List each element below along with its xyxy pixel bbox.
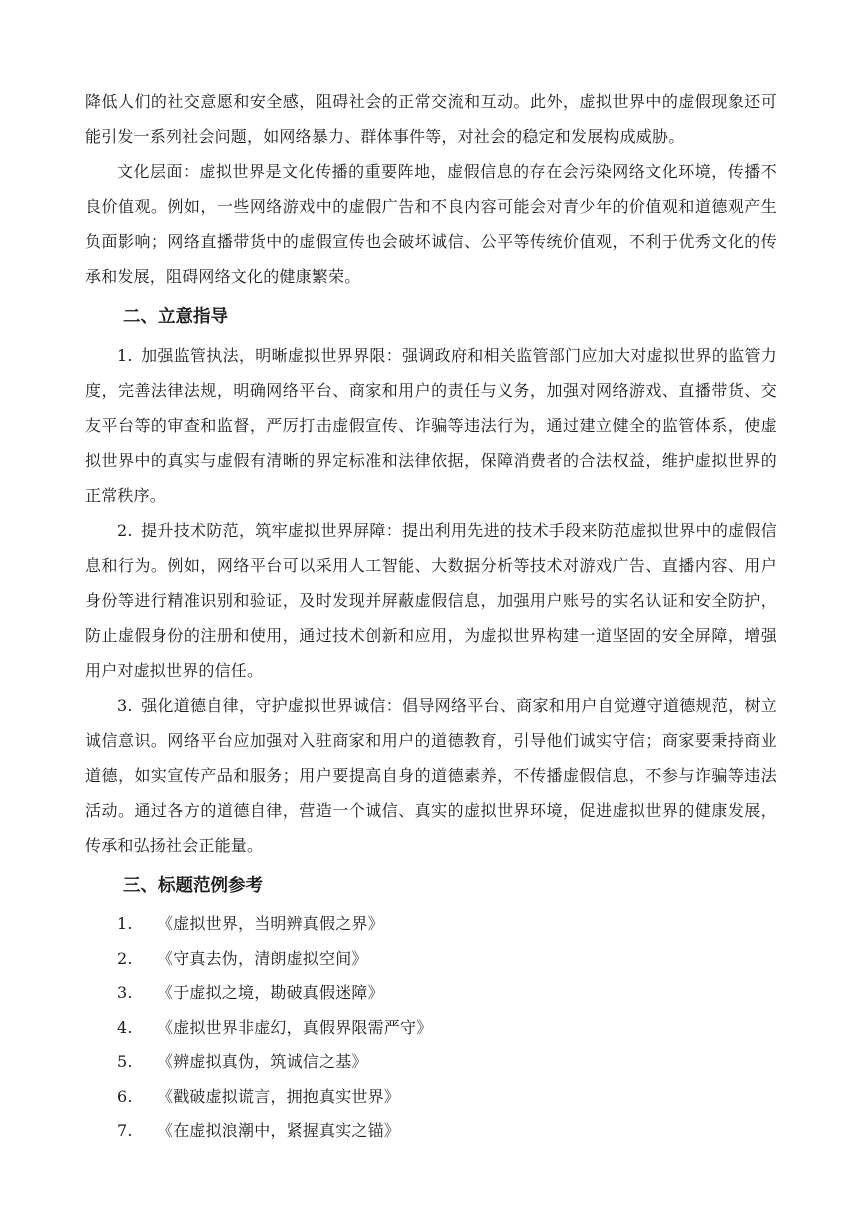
- item-number: 2.: [117, 948, 133, 968]
- social-paragraph-continued: 降低人们的社交意愿和安全感，阻碍社会的正常交流和互动。此外，虚拟世界中的虚假现象还可能引发一系列社会问题，如网络暴力、群体事件等，对社会的稳定和发展构成威胁。: [85, 92, 777, 146]
- item-text: 加强监管执法，明晰虚拟世界界限：强调政府和相关监管部门应加大对虚拟世界的监管力度，完善法律法规，明确网络平台、商家和用户的责任与义务，加强对网络游戏、直播带货、交友平台等的审查和监督，严厉打击虚假宣传、诈骗等违法行为，通过建立健全的监管体系，使虚拟世界中的真实与虚假有清晰的界定标准和法律依据，保障消费者的合法权益，维护虚拟世界的正常秩序。: [85, 346, 777, 505]
- item-number: 1.: [117, 914, 133, 933]
- item-text: 《在虚拟浪潮中，紧握真实之锚》: [157, 1121, 401, 1140]
- list-item: [85, 942, 777, 977]
- item-text: 《虚拟世界非虚幻，真假界限需严守》: [157, 1017, 433, 1037]
- section-heading-guidance: 二、立意指导: [123, 307, 228, 327]
- item-text: 《虚拟世界，当明辨真假之界》: [157, 914, 384, 933]
- item-number: 4.: [117, 1017, 133, 1037]
- title-examples-list: [85, 907, 777, 1149]
- item-number: 5.: [117, 1052, 133, 1071]
- list-item: [85, 976, 777, 1011]
- item-text: 提升技术防范，筑牢虚拟世界屏障：提出利用先进的技术手段来防范虚拟世界中的虚假信息和行为。例如，网络平台可以采用人工智能、大数据分析等技术对游戏广告、直播内容、用户身份等进行精准识别和验证，及时发现并屏蔽虚假信息，加强用户账号的实名认证和安全防护，防止虚假身份的注册和使用，通过技术创新和应用，为虚拟世界构建一道坚固的安全屏障，增强用户对虚拟世界的信任。: [85, 521, 777, 680]
- list-item: [85, 1114, 777, 1149]
- item-number: 6.: [117, 1086, 133, 1106]
- item-number: 3.: [117, 696, 133, 715]
- document-page: [85, 84, 777, 1149]
- item-number: 3.: [117, 983, 133, 1002]
- item-text: 《戳破虚拟谎言，拥抱真实世界》: [157, 1086, 401, 1106]
- list-item: [85, 1080, 777, 1115]
- item-number: 7.: [117, 1121, 133, 1140]
- item-text: 《守真去伪，清朗虚拟空间》: [157, 948, 368, 968]
- item-text: 《于虚拟之境，勘破真假迷障》: [157, 983, 384, 1002]
- item-text: 强化道德自律，守护虚拟世界诚信：倡导网络平台、商家和用户自觉遵守道德规范，树立诚信意识。网络平台应加强对入驻商家和用户的道德教育，引导他们诚实守信；商家要秉持商业道德，如实宣传产品和服务；用户要提高自身的道德素养，不传播虚假信息，不参与诈骗等违法活动。通过各方的道德自律，营造一个诚信、真实的虚拟世界环境，促进虚拟世界的健康发展，传承和弘扬社会正能量。: [85, 696, 777, 855]
- item-number: 1.: [117, 346, 133, 365]
- item-number: 2.: [117, 521, 133, 540]
- culture-paragraph: 文化层面：虚拟世界是文化传播的重要阵地，虚假信息的存在会污染网络文化环境，传播不良价值观。例如，一些网络游戏中的虚假广告和不良内容可能会对青少年的价值观和道德观产生负面影响；网络直播带货中的虚假宣传也会破坏诚信、公平等传统价值观，不利于优秀文化的传承和发展，阻碍网络文化的健康繁荣。: [85, 162, 777, 286]
- list-item: [85, 907, 777, 942]
- guidance-item-1: [85, 338, 777, 513]
- list-item: [85, 1011, 777, 1046]
- section-heading-titles: 三、标题范例参考: [123, 876, 263, 896]
- item-text: 《辨虚拟真伪，筑诚信之基》: [157, 1052, 368, 1071]
- guidance-item-2: [85, 513, 777, 688]
- list-item: [85, 1045, 777, 1080]
- guidance-item-3: [85, 688, 777, 863]
